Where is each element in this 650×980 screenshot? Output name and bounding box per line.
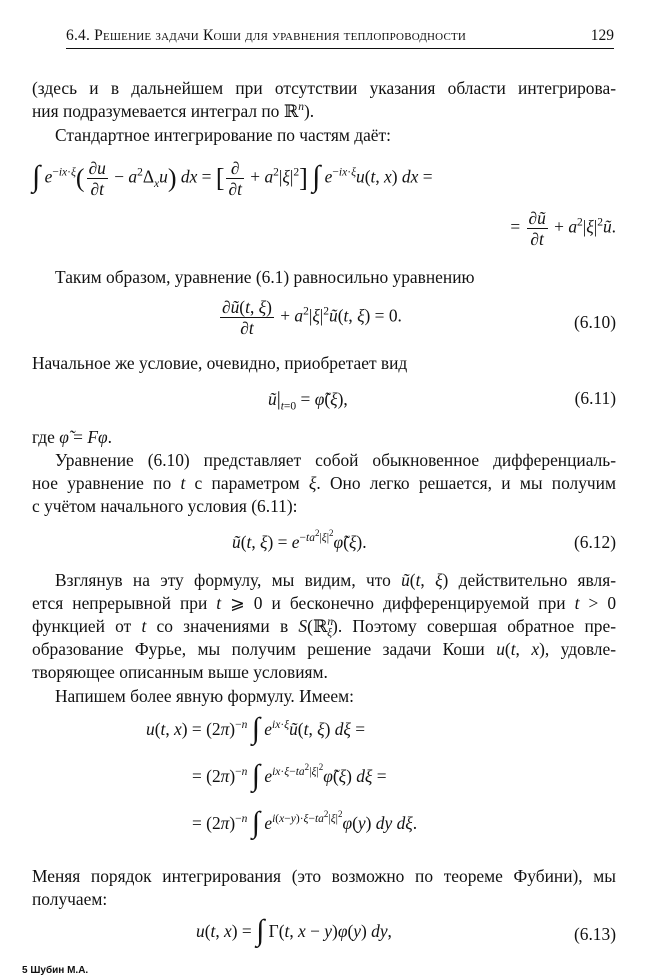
equation-parts-l1: ∫ $e^{-ix\cdot\xi}$( $\frac{\partial u}{\partial t}$ − $a^2\Delta_xu$) dx = [ $\frac{\partial}{\partial t}$ + $a^2|\xi|^2$] ∫ $e^{-ix\cdot\xi}u(t$, x) dx = <box>32 158 433 200</box>
running-header <box>66 24 614 49</box>
paragraph-line: Меняя порядок интегрирования (это возможно по теореме Фубини), мы <box>32 866 616 886</box>
equation-number: (6.12) <box>573 532 616 552</box>
paragraph-line: Напишем более явную формулу. Имеем: <box>55 686 354 706</box>
paragraph-line: Стандартное интегрирование по частям даёт: <box>55 125 391 145</box>
paragraph-line: Уравнение (6.10) представляет собой обыкновенное дифференциаль- <box>55 450 616 470</box>
paragraph-line: образование Фурье, мы получим решение задачи Коши u(t, x), удовле- <box>32 639 616 659</box>
equation-u-l2: = $(2\pi)^{-n}$ ∫ $e^{ix\cdot\xi-ta^2|\xi|^2}\varphĩ(\xi) d\xi$ = <box>192 759 387 792</box>
equation-6-10: $\frac{\partial ũ(t, \xi)}{\partial t}$ + $a^2|\xi|^2ũ(t$, ξ) = 0. <box>222 297 402 339</box>
header-title: 6.4. Решение задачи Коши для уравнения теплопроводности <box>66 27 467 44</box>
equation-number: (6.13) <box>573 924 616 944</box>
paragraph-line: с учётом начального условия (6.11): <box>32 496 298 516</box>
paragraph-line: получаем: <box>32 889 108 909</box>
paragraph-line: ния подразумевается интеграл по ℝ$^n$). <box>32 101 315 122</box>
paragraph-line: творяющее описанным выше условиям. <box>32 662 328 682</box>
equation-number: (6.11) <box>574 388 616 408</box>
paragraph-line: Таким образом, уравнение (6.1) равносильно уравнению <box>55 267 475 287</box>
paragraph-line: ется непрерывной при t ⩾ 0 и бесконечно дифференцируемой при t > 0 <box>32 593 617 613</box>
equation-u-l1: u(t, $x) = (2\pi)^{-n}$ ∫ $e^{ix\cdot\xi}ũ(t$, ξ) dξ = <box>146 712 366 745</box>
page-number: 129 <box>590 27 614 44</box>
equation-6-11: $ũ|_{t=0}$ = φ̃(ξ), <box>268 388 348 413</box>
paragraph-line: (здесь и в дальнейшем при отсутствии указания области интегрирова- <box>32 78 616 98</box>
equation-parts-l2: = $\frac{\partial ũ}{\partial t}$ + $a^2|\xi|^2ũ$. <box>510 208 616 250</box>
equation-6-12: ũ(t, $\xi) = e^{-ta^2|\xi|^2}\varphĩ(\xi)$. <box>232 528 367 552</box>
signature-mark: 5 Шубин М.А. <box>22 965 89 976</box>
paragraph-line: Начальное же условие, очевидно, приобретает вид <box>32 353 408 373</box>
equation-6-13: u(t, x) = ∫ Γ(t, x − y)φ(y) dy, <box>196 914 392 947</box>
paragraph-line: ное уравнение по t с параметром ξ. Оно легко решается, и мы получим <box>32 473 616 493</box>
paragraph-line: где φ̃ = Fφ. <box>32 427 112 447</box>
paragraph-line: Взглянув на эту формулу, мы видим, что ũ(t, ξ) действительно явля- <box>55 570 617 590</box>
paragraph-line: функцией от t со значениями в S(ℝ$^n_\xi$). Поэтому совершая обратное пре- <box>32 616 617 640</box>
equation-u-l3: = $(2\pi)^{-n}$ ∫ $e^{i(x-y)\cdot\xi-ta^2|\xi|^2}\varphi(y)$ dy dξ. <box>192 806 418 839</box>
equation-number: (6.10) <box>573 312 616 332</box>
